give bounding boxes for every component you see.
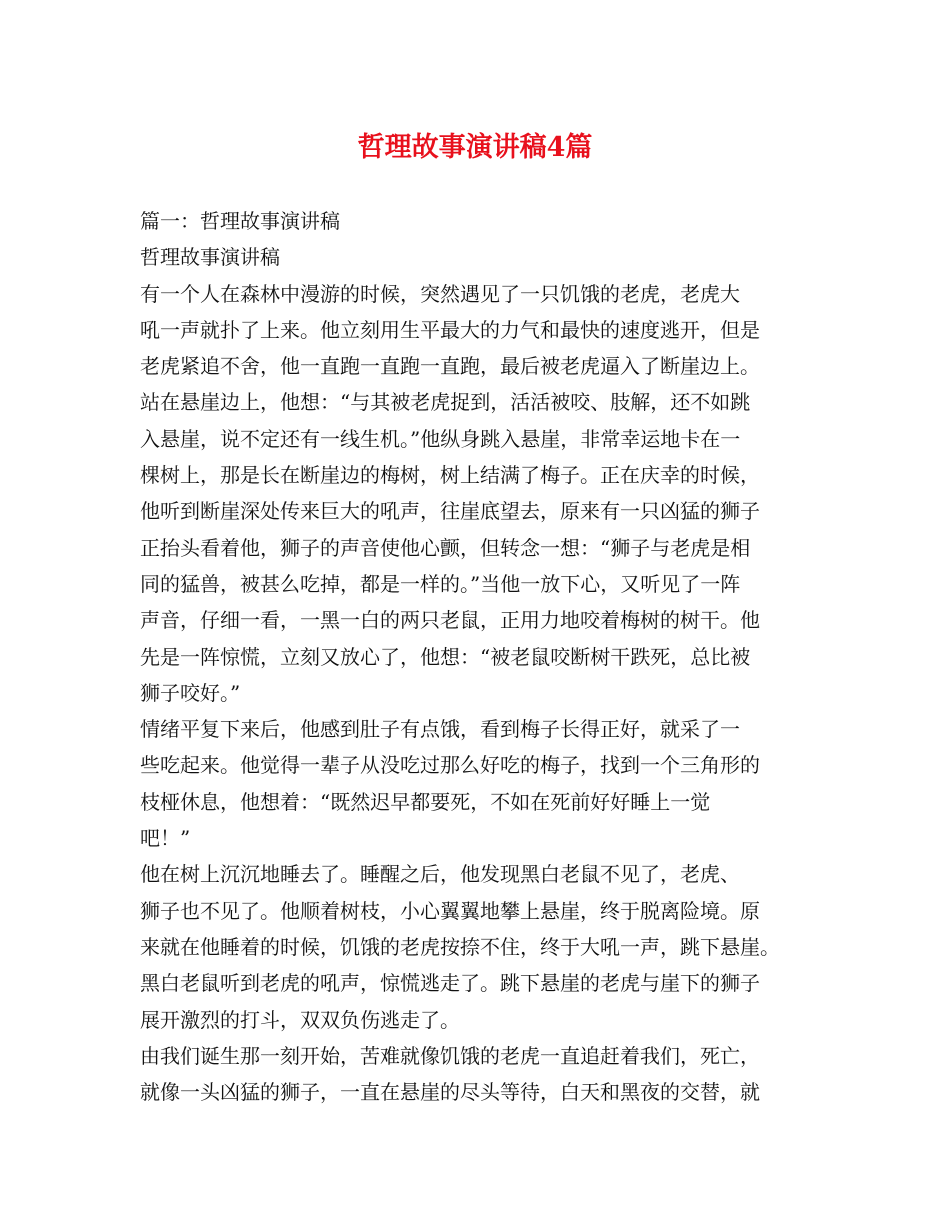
paragraph-line: 他在树上沉沉地睡去了。睡醒之后，他发现黑白老鼠不见了，老虎、: [140, 862, 740, 887]
paragraph-line: 哲理故事演讲稿: [140, 245, 280, 270]
paragraph-line: 情绪平复下来后，他感到肚子有点饿，看到梅子长得正好，就采了一: [140, 717, 740, 742]
paragraph-line: 同的猛兽，被甚么吃掉，都是一样的。”当他一放下心，又听见了一阵: [140, 571, 741, 596]
paragraph-line: 声音，仔细一看，一黑一白的两只老鼠，正用力地咬着梅树的树干。他: [140, 608, 760, 633]
paragraph-line: 有一个人在森林中漫游的时候，突然遇见了一只饥饿的老虎，老虎大: [140, 281, 740, 306]
paragraph-line: 来就在他睡着的时候，饥饿的老虎按捺不住，终于大吼一声，跳下悬崖。: [140, 934, 780, 959]
paragraph-line: 正抬头看着他，狮子的声音使他心颤，但转念一想：“狮子与老虎是相: [140, 535, 751, 560]
paragraph-line: 他听到断崖深处传来巨大的吼声，往崖底望去，原来有一只凶猛的狮子: [140, 499, 760, 524]
paragraph-line: 些吃起来。他觉得一辈子从没吃过那么好吃的梅子，找到一个三角形的: [140, 753, 760, 778]
paragraph-line: 棵树上，那是长在断崖边的梅树，树上结满了梅子。正在庆幸的时候，: [140, 463, 760, 488]
paragraph-line: 黑白老鼠听到老虎的吼声，惊慌逃走了。跳下悬崖的老虎与崖下的狮子: [140, 971, 760, 996]
paragraph-line: 站在悬崖边上，他想：“与其被老虎捉到，活活被咬、肢解，还不如跳: [140, 390, 751, 415]
document-body: [140, 203, 830, 1110]
paragraph-line: 狮子咬好。”: [140, 680, 241, 705]
paragraph-line: 枝桠休息，他想着：“既然迟早都要死，不如在死前好好睡上一觉: [140, 789, 711, 814]
paragraph-line: 篇一：哲理故事演讲稿: [140, 209, 340, 233]
paragraph-line: 入悬崖，说不定还有一线生机。”他纵身跳入悬崖，非常幸运地卡在一: [140, 426, 741, 451]
paragraph-line: 吼一声就扑了上来。他立刻用生平最大的力气和最快的速度逃开，但是: [140, 317, 760, 342]
document-title: 哲理故事演讲稿4篇: [357, 132, 593, 163]
paragraph-line: 展开激烈的打斗，双双负伤逃走了。: [140, 1007, 460, 1032]
paragraph-line: 老虎紧追不舍，他一直跑一直跑一直跑，最后被老虎逼入了断崖边上。: [140, 354, 760, 379]
paragraph-line: 就像一头凶猛的狮子，一直在悬崖的尽头等待，白天和黑夜的交替，就: [140, 1080, 760, 1105]
paragraph-line: 先是一阵惊慌，立刻又放心了，他想：“被老鼠咬断树干跌死，总比被: [140, 644, 751, 669]
paragraph-line: 吧！”: [140, 826, 191, 851]
paragraph-line: 狮子也不见了。他顺着树枝，小心翼翼地攀上悬崖，终于脱离险境。原: [140, 898, 760, 923]
paragraph-line: 由我们诞生那一刻开始，苦难就像饥饿的老虎一直追赶着我们，死亡，: [140, 1043, 760, 1068]
